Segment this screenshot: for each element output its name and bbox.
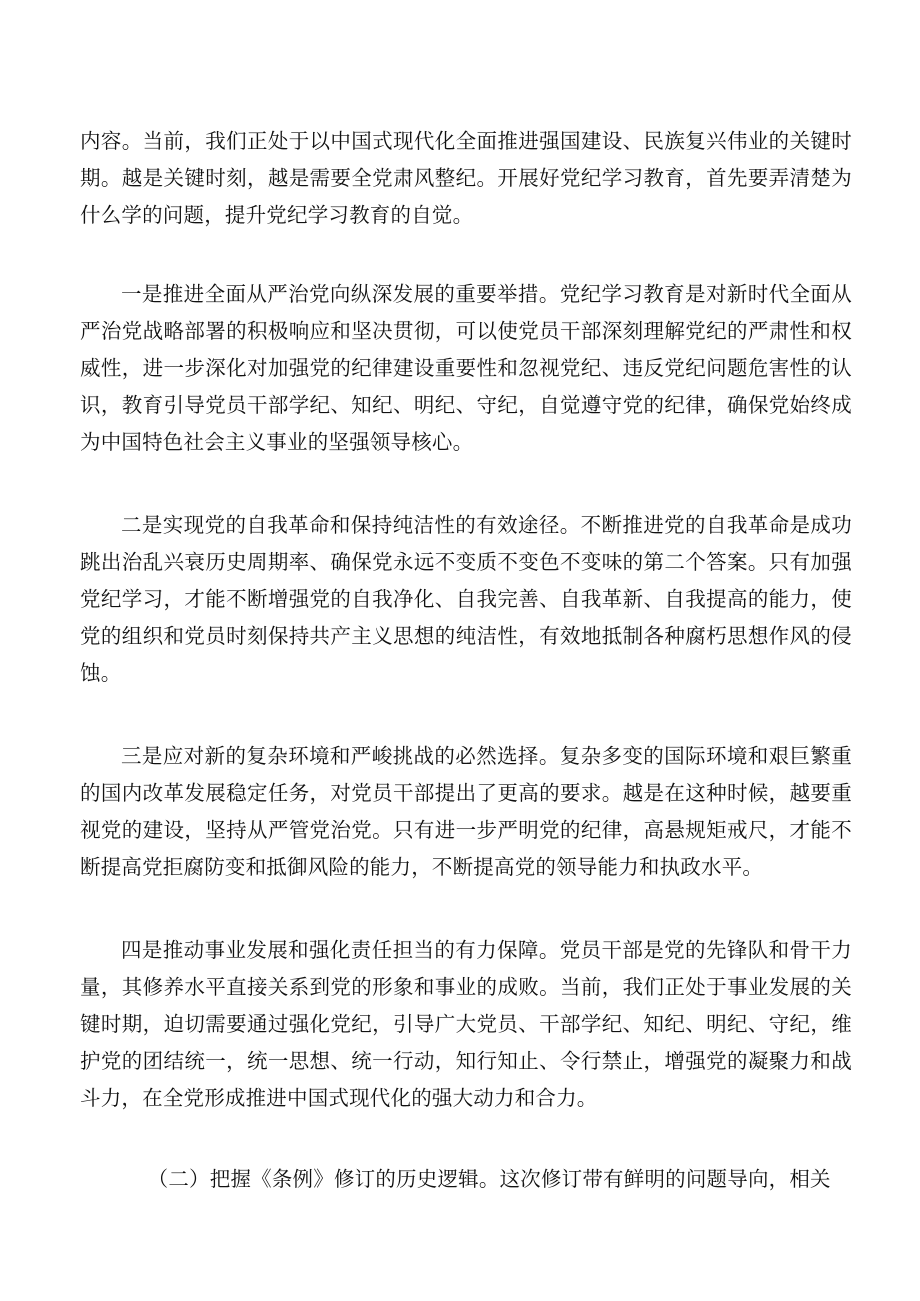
section-heading-two: （二）把握《条例》修订的历史逻辑。这次修订带有鲜明的问题导向，相关 xyxy=(147,1167,831,1191)
paragraph-point-two: 二是实现党的自我革命和保持纯洁性的有效途径。不断推进党的自我革命是成功跳出治乱兴衰历史周期率、确保党永远不变质不变色不变味的第二个答案。只有加强党纪学习，才能不断增强党的自我净化、自我完善、自我革新、自我提高的能力，使党的组织和党员时刻保持共产主义思想的纯洁性，有效地抵制各种腐朽思想作风的侵蚀。 xyxy=(80,513,852,685)
paragraph-point-four: 四是推动事业发展和强化责任担当的有力保障。党员干部是党的先锋队和骨干力量，其修养水平直接关系到党的形象和事业的成败。当前，我们正处于事业发展的关键时期，迫切需要通过强化党纪，引导广大党员、干部学纪、知纪、明纪、守纪，维护党的团结统一，统一思想、统一行动，知行知止、令行禁止，增强党的凝聚力和战斗力，在全党形成推进中国式现代化的强大动力和合力。 xyxy=(80,938,852,1110)
paragraph-continuation: 内容。当前，我们正处于以中国式现代化全面推进强国建设、民族复兴伟业的关键时期。越是关键时刻，越是需要全党肃风整纪。开展好党纪学习教育，首先要弄清楚为什么学的问题，提升党纪学习教育的自觉。 xyxy=(80,129,852,227)
paragraph-point-three: 三是应对新的复杂环境和严峻挑战的必然选择。复杂多变的国际环境和艰巨繁重的国内改革发展稳定任务，对党员干部提出了更高的要求。越是在这种时候，越要重视党的建设，坚持从严管党治党。只有进一步严明党的纪律，高悬规矩戒尺，才能不断提高党拒腐防变和抵御风险的能力，不断提高党的领导能力和执政水平。 xyxy=(80,744,852,879)
paragraph-point-one: 一是推进全面从严治党向纵深发展的重要举措。党纪学习教育是对新时代全面从严治党战略部署的积极响应和坚决贯彻，可以使党员干部深刻理解党纪的严肃性和权威性，进一步深化对加强党的纪律建设重要性和忽视党纪、违反党纪问题危害性的认识，教育引导党员干部学纪、知纪、明纪、守纪，自觉遵守党的纪律，确保党始终成为中国特色社会主义事业的坚强领导核心。 xyxy=(80,282,852,454)
